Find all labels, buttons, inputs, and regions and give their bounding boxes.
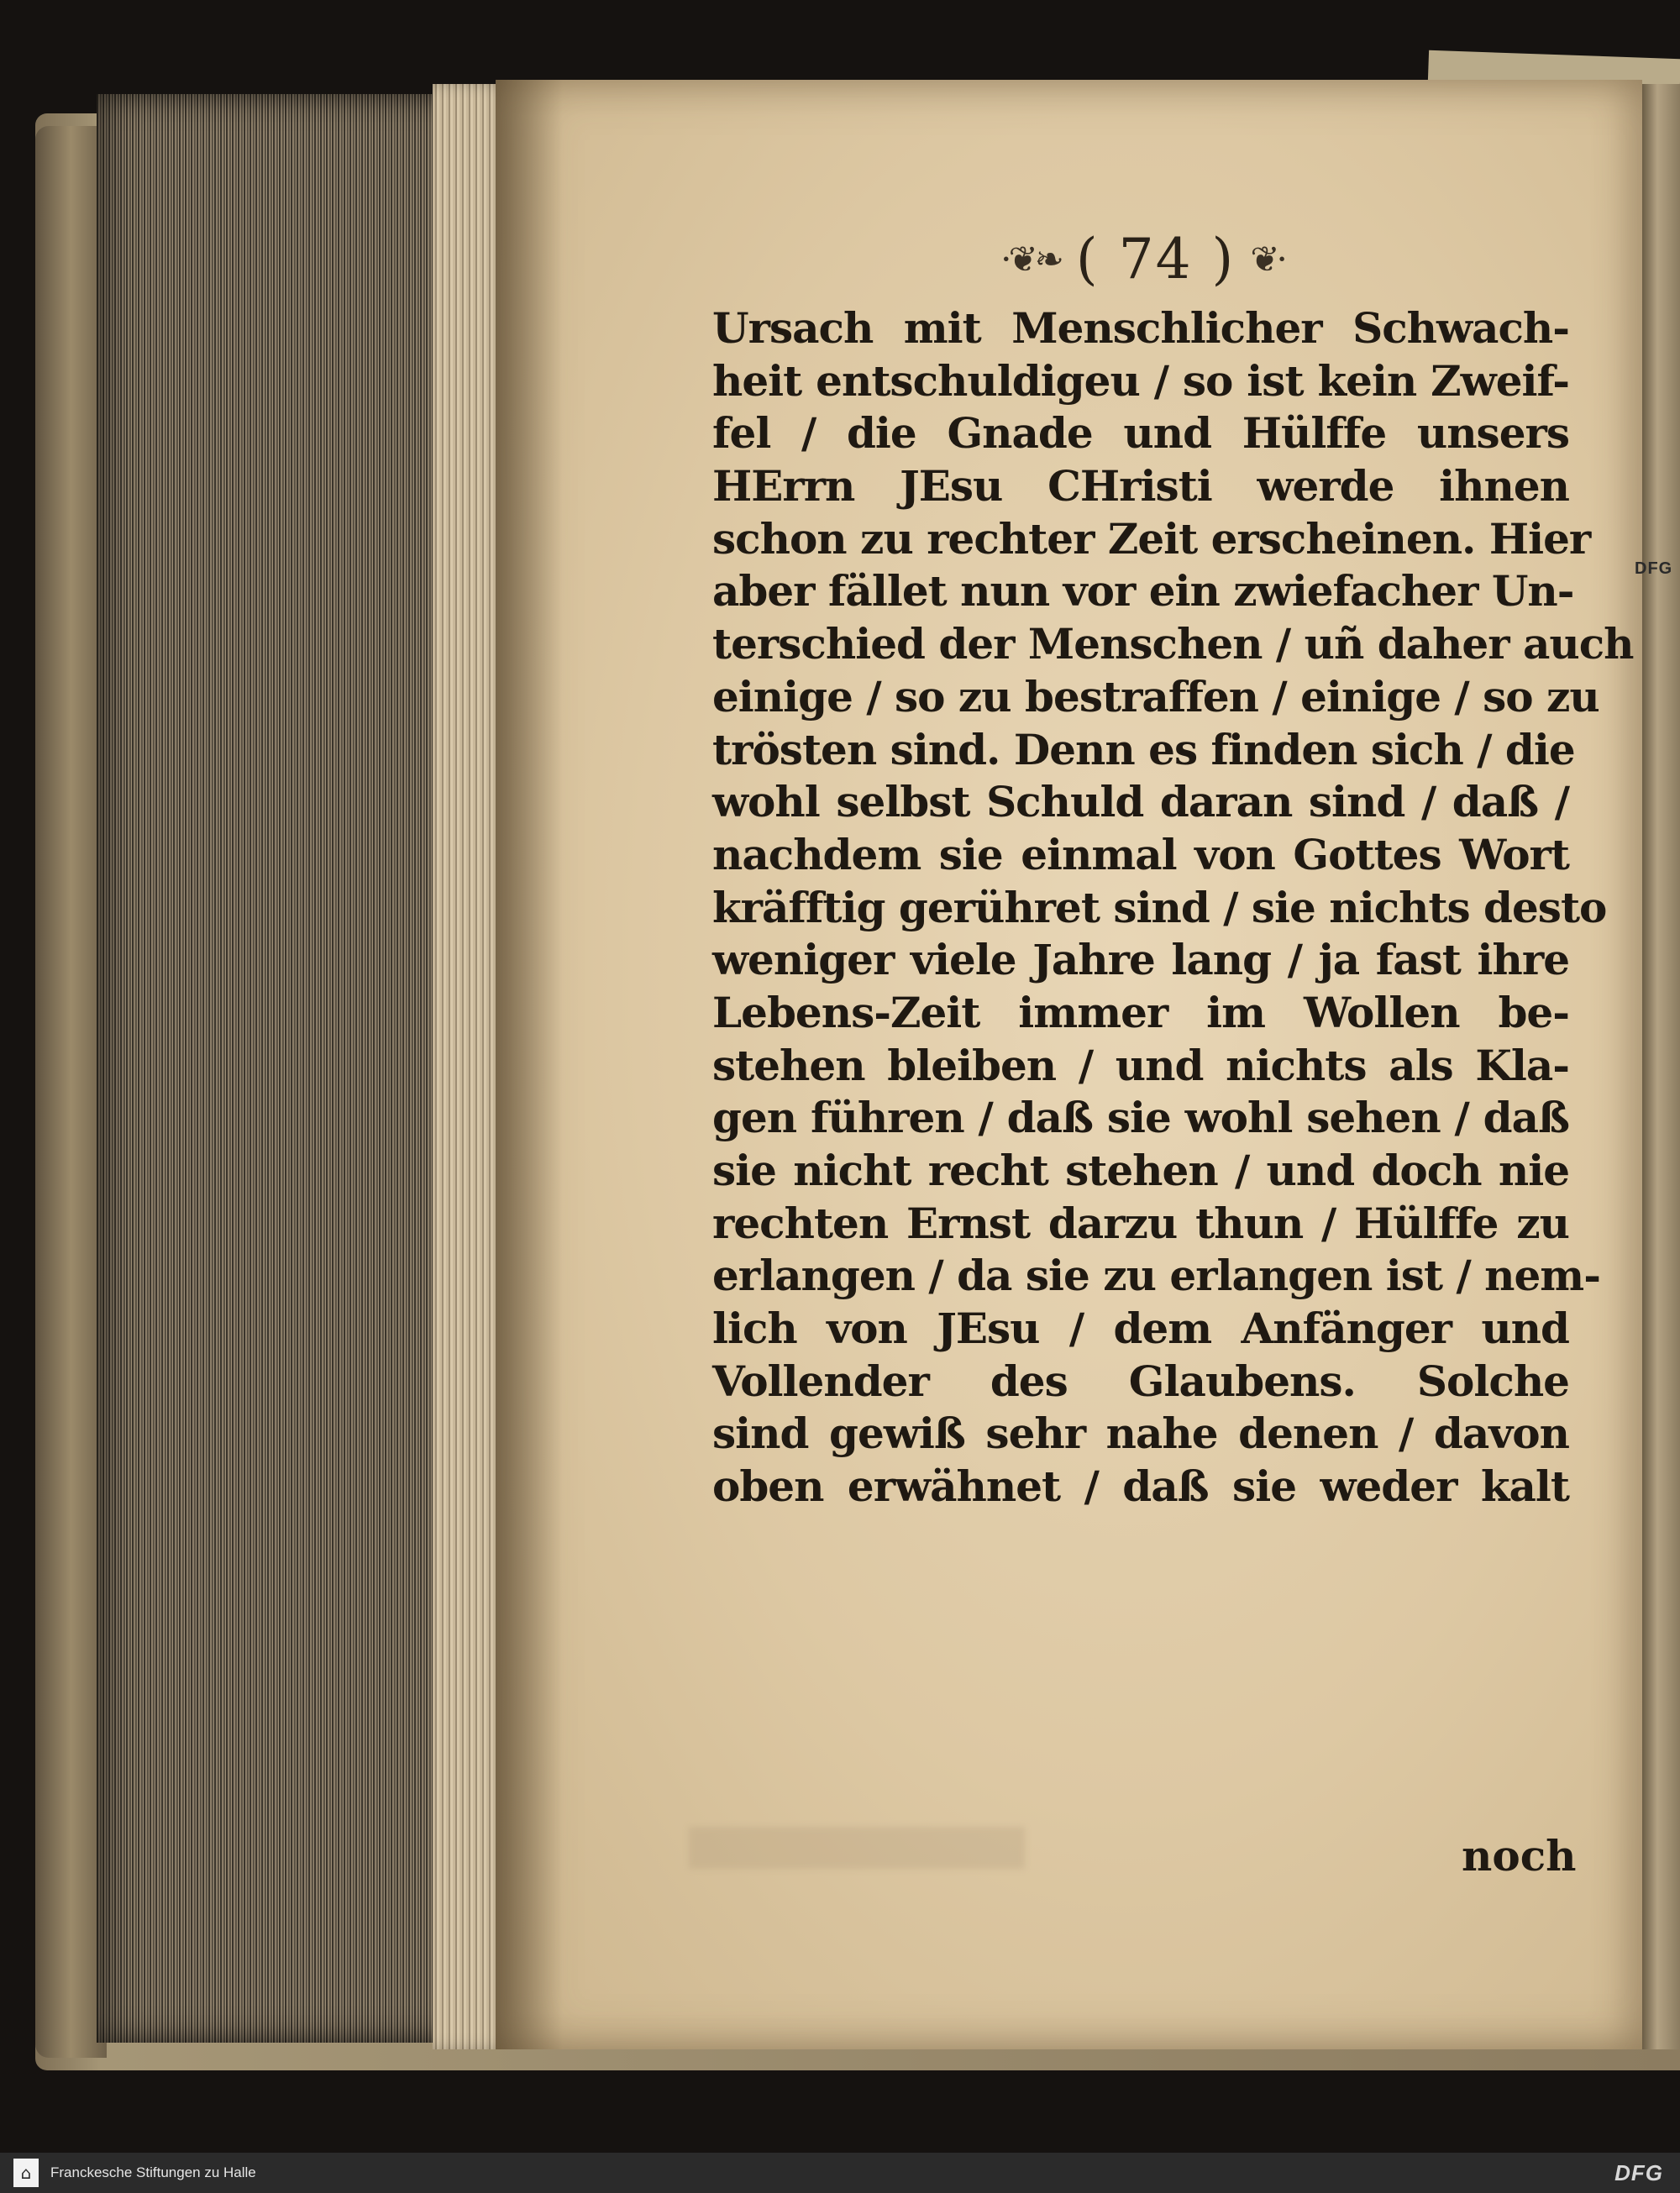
text-line: gen führen / daß sie wohl sehen / daß <box>712 1093 1569 1143</box>
ink-show-through <box>689 1827 1025 1869</box>
footer-institution[interactable]: Franckesche Stiftungen zu Halle <box>50 2164 256 2180</box>
ornament-right-icon: ❦· <box>1250 238 1284 280</box>
text-line: sie nicht recht stehen / und doch nie <box>712 1146 1569 1195</box>
gutter-shadow <box>496 80 563 2049</box>
side-dfg-mark: DFG <box>1635 559 1673 578</box>
text-line: wohl selbst Schuld daran sind / daß / <box>712 777 1569 827</box>
foundation-logo-icon[interactable]: ⌂ <box>13 2159 39 2187</box>
text-line: Ursach mit Menschlicher Schwach- <box>712 303 1569 353</box>
text-line: einige / so zu bestraffen / einige / so zu <box>712 671 1599 721</box>
page-number: ( 74 ) <box>1075 226 1236 291</box>
text-line: kräfftig gerühret sind / sie nichts desto <box>712 882 1607 932</box>
text-line: oben erwähnet / daß sie weder kalt <box>712 1461 1569 1512</box>
text-line: stehen bleiben / und nichts als Kla- <box>712 1040 1569 1090</box>
footer-bar <box>0 2153 1680 2193</box>
ornament-left-icon: ·❦❧ <box>1000 238 1061 280</box>
text-line: sind gewiß sehr nahe denen / davon <box>712 1409 1569 1459</box>
text-line: lich von JEsu / dem Anfänger und <box>712 1304 1569 1354</box>
next-page-edge <box>1642 84 1680 2049</box>
page-text <box>712 302 1634 1514</box>
text-line: heit entschuldigeu / so ist kein Zweif- <box>712 355 1569 406</box>
text-line: weniger viele Jahre lang / ja fast ihre <box>712 935 1569 985</box>
text-line: trösten sind. Denn es finden sich / die <box>712 724 1575 774</box>
text-line: rechten Ernst darzu thun / Hülffe zu <box>712 1198 1569 1248</box>
text-line: nachdem sie einmal von Gottes Wort <box>712 829 1569 879</box>
page-header <box>949 225 1336 292</box>
text-line: Lebens-Zeit immer im Wollen be- <box>712 987 1569 1037</box>
catchword: noch <box>1462 1831 1577 1881</box>
text-line: schon zu rechter Zeit erscheinen. Hier <box>712 513 1591 564</box>
text-line: fel / die Gnade und Hülffe unsers <box>712 408 1569 459</box>
text-line: HErrn JEsu CHristi werde ihnen <box>712 461 1569 512</box>
text-line: terschied der Menschen / uñ daher auch <box>712 619 1634 669</box>
text-line: aber fället nun vor ein zwiefacher Un- <box>712 566 1574 616</box>
dfg-logo[interactable]: DFG <box>1614 2160 1663 2185</box>
text-line: erlangen / da sie zu erlangen ist / nem- <box>712 1251 1600 1301</box>
text-line: Vollender des Glaubens. Solche <box>712 1356 1569 1406</box>
